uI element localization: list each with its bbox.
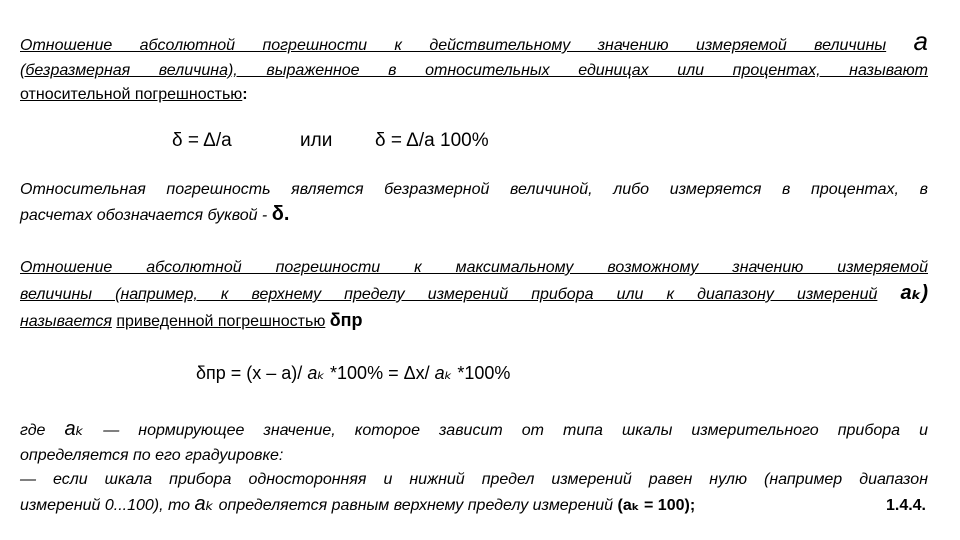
paragraph-normalizing-value (20, 416, 928, 518)
formula2-ak2: аₖ (434, 363, 453, 383)
para4-line3: — если шкала прибора односторонняя и нижний предел измерений равен нулю (например диапазон (20, 471, 928, 488)
para4-line1 (20, 416, 928, 444)
formula2-ak1: аₖ (307, 363, 326, 383)
para4-where: где (20, 422, 46, 439)
formula2-part2: *100% = Δх/ (330, 363, 430, 383)
symbol-delta-pr: δпр (329, 310, 363, 330)
paragraph-reduced-error-definition (20, 256, 928, 334)
formula-relative-error-percent: δ = Δ/а 100% (375, 130, 489, 151)
para4-line2: определяется по его градуировке: (20, 447, 284, 464)
para2-line2 (20, 202, 928, 228)
para3-line3 (20, 308, 928, 334)
variable-ak: аₖ) (900, 282, 928, 304)
para2-line2-text: расчетах обозначается буквой - (20, 207, 268, 224)
formula-or: или (300, 130, 333, 151)
para4-line1-text: — нормирующее значение, которое зависит от типа шкалы измерительного прибора и (103, 422, 928, 439)
slide-reference-number: 1.4.4. (885, 497, 926, 514)
para1-line2: (безразмерная величина), выраженное в относительных единицах или процентах, называют (20, 62, 928, 79)
variable-ak-then: аₖ (194, 493, 215, 515)
formula-relative-error: δ = Δ/а (172, 130, 232, 151)
variable-a: а (913, 26, 929, 56)
para3-line3-called: называется (20, 313, 112, 330)
para4-line4-mid: определяется равным верхнему пределу измерений (218, 497, 614, 514)
variable-ak-where: аₖ (64, 418, 85, 440)
para1-line1-text: Отношение абсолютной погрешности к действительному значению измеряемой величины (20, 37, 887, 54)
para3-line2 (20, 280, 928, 308)
para1-line3 (20, 83, 928, 107)
para3-line1: Отношение абсолютной погрешности к максимальному возможному значению измеряемой (20, 259, 928, 276)
formula2-part3: *100% (457, 363, 511, 383)
term-reduced-error: приведенной погрешностью (116, 313, 326, 330)
colon: : (242, 86, 248, 103)
para1-line1 (20, 28, 928, 59)
para4-line4 (20, 492, 928, 518)
formula2-part1: δпр = (х – а)/ (196, 363, 303, 383)
symbol-delta: δ. (271, 203, 290, 225)
para2-line1: Относительная погрешность является безразмерной величиной, либо измеряется в процентах, в (20, 181, 928, 198)
para3-line2-text: величины (например, к верхнему пределу измерений прибора или к диапазону измерений (20, 286, 878, 303)
formula-reduced-error (196, 363, 510, 384)
para4-line4-start: измерений 0...100), то (20, 497, 191, 514)
para4-line4-paren: (аₖ = 100); (617, 497, 696, 514)
paragraph-relative-error-note (20, 178, 928, 228)
term-relative-error: относительной погрешностью (20, 86, 243, 103)
paragraph-relative-error-definition (20, 28, 928, 107)
